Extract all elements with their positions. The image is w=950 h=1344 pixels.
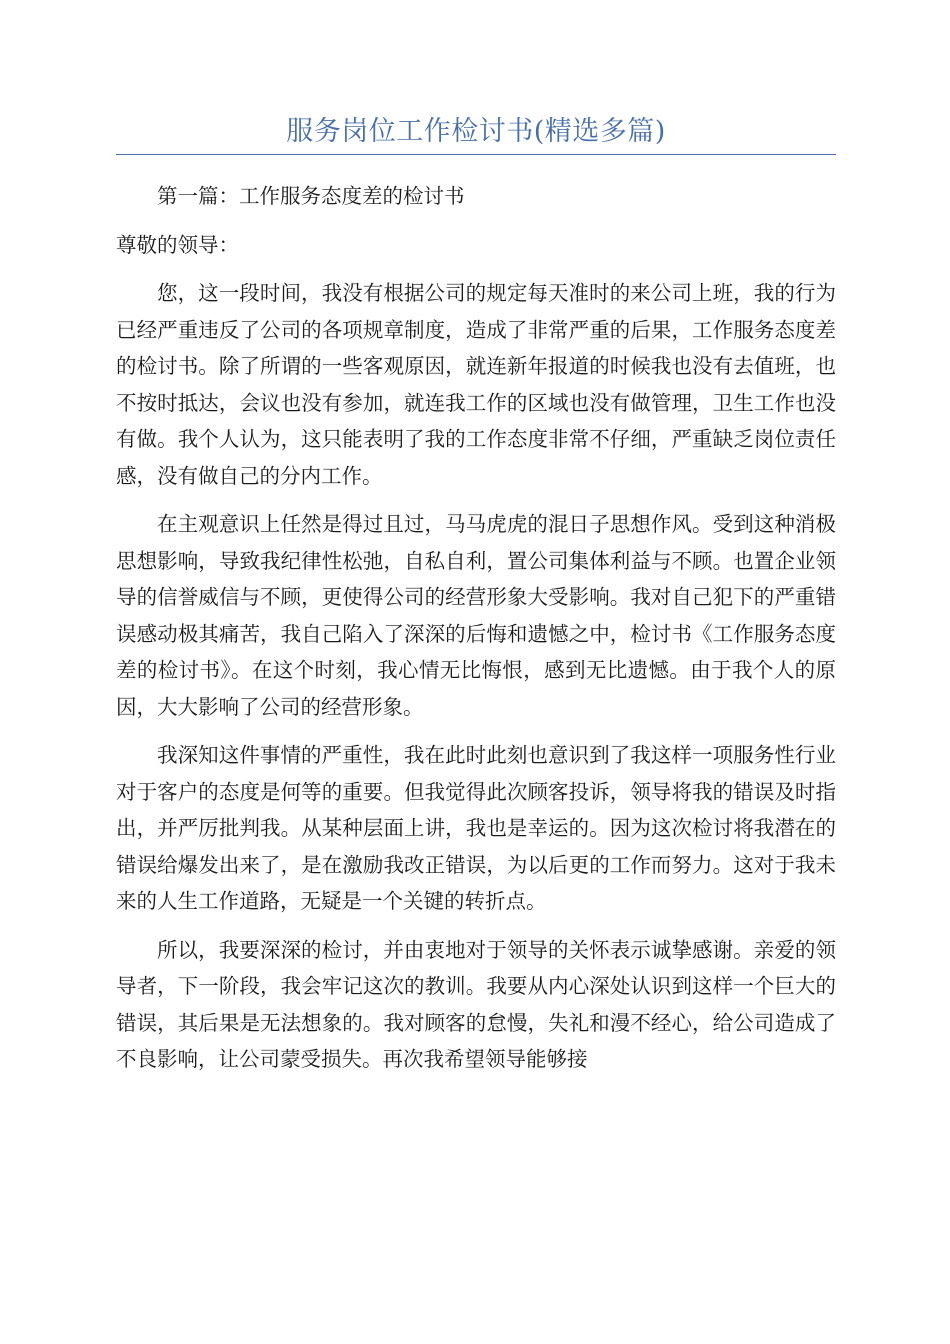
document-page [116, 0, 836, 1344]
salutation: 尊敬的领导： [116, 232, 239, 257]
paragraph-4: 所以，我要深深的检讨，并由衷地对于领导的关怀表示诚挚感谢。亲爱的领导者，下一阶段，我会牢记这次的教训。我要从内心深处认识到这样一个巨大的错误，其后果是无法想象的。我对顾客的怠慢，失礼和漫不经心，给公司造成了不良影响，让公司蒙受损失。再次我希望领导能够接 [116, 937, 836, 1071]
document-title: 服务岗位工作检讨书(精选多篇) [286, 116, 666, 147]
section-heading: 第一篇：工作服务态度差的检讨书 [157, 184, 465, 208]
document-body [116, 178, 836, 1090]
paragraph-3: 我深知这件事情的严重性，我在此时此刻也意识到了我这样一项服务性行业对于客户的态度是何等的重要。但我觉得此次顾客投诉，领导将我的错误及时指出，并严厉批判我。从某种层面上讲，我也是幸运的。因为这次检讨将我潜在的错误给爆发出来了，是在激励我改正错误，为以后更的工作而努力。这对于我未来的人生工作道路，无疑是一个关键的转折点。 [116, 743, 836, 913]
paragraph-2: 在主观意识上任然是得过且过，马马虎虎的混日子思想作风。受到这种消极思想影响，导致我纪律性松弛，自私自利，置公司集体利益与不顾。也置企业领导的信誉威信与不顾，更使得公司的经营形象大受影响。我对自己犯下的严重错误感动极其痛苦，我自己陷入了深深的后悔和遗憾之中，检讨书《工作服务态度差的检讨书》。在这个时刻，我心情无比悔恨，感到无比遗憾。由于我个人的原因，大大影响了公司的经营形象。 [116, 512, 836, 719]
paragraph-1: 您，这一段时间，我没有根据公司的规定每天准时的来公司上班，我的行为已经严重违反了公司的各项规章制度，造成了非常严重的后果，工作服务态度差的检讨书。除了所谓的一些客观原因，就连新年报道的时候我也没有去值班，也不按时抵达，会议也没有参加，就连我工作的区域也没有做管理，卫生工作也没有做。我个人认为，这只能表明了我的工作态度非常不仔细，严重缺乏岗位责任感，没有做自己的分内工作。 [116, 281, 836, 488]
title-underline [116, 154, 836, 155]
